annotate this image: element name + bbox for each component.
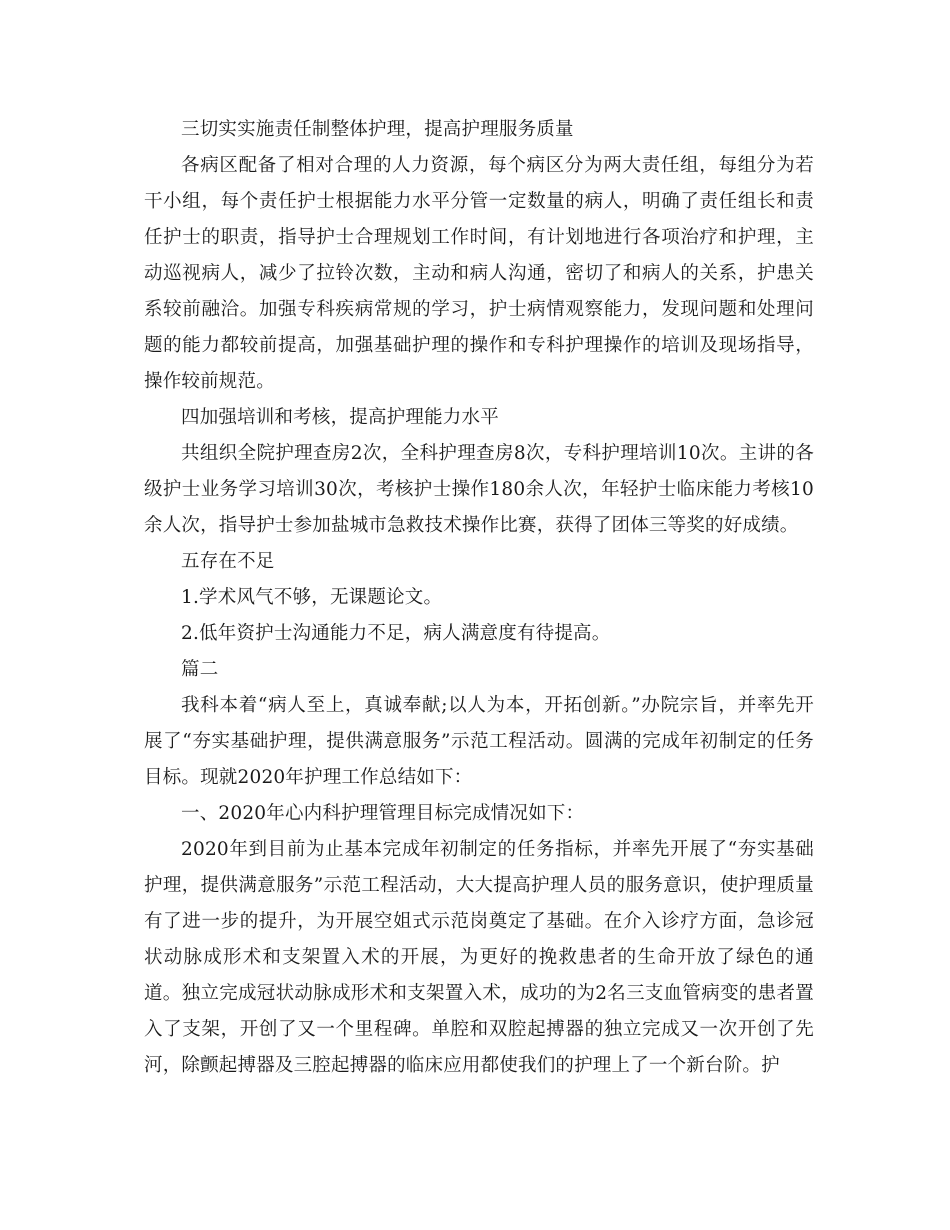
body-paragraph: 各病区配备了相对合理的人力资源，每个病区分为两大责任组，每组分为若干小组，每个责任护士根据能力水平分管一定数量的病人，明确了责任组长和责任护士的职责，指导护士合理规划工作时间，有计划地进行各项治疗和护理，主动巡视病人，减少了拉铃次数，主动和病人沟通，密切了和病人的关系，护患关系较前融洽。加强专科疾病常规的学习，护士病情观察能力，发现问题和处理问题的能力都较前提高，加强基础护理的操作和专科护理操作的培训及现场指导，操作较前规范。 (144, 155, 814, 392)
section-heading-5: 五存在不足 (181, 551, 275, 572)
body-paragraph: 我科本着“病人至上，真诚奉献;以人为本，开拓创新。”办院宗旨，并率先开展了“夯实基础护理，提供满意服务”示范工程活动。圆满的完成年初制定的任务目标。现就2020年护理工作总结如下： (144, 695, 814, 788)
list-item: 2.低年资护士沟通能力不足，病人满意度有待提高。 (181, 623, 611, 644)
section-heading-3: 三切实实施责任制整体护理，提高护理服务质量 (181, 119, 574, 140)
section-heading-4: 四加强培训和考核，提高护理能力水平 (181, 407, 499, 428)
part-heading: 篇二 (181, 659, 219, 680)
body-paragraph: 共组织全院护理查房2次，全科护理查房8次，专科护理培训10次。主讲的各级护士业务学习培训30次，考核护士操作180余人次，年轻护士临床能力考核10余人次，指导护士参加盐城市急救技术操作比赛，获得了团体三等奖的好成绩。 (144, 443, 814, 536)
section-heading-1: 一、2020年心内科护理管理目标完成情况如下： (181, 803, 585, 824)
list-item: 1.学术风气不够，无课题论文。 (181, 587, 443, 608)
document-body (144, 112, 814, 1084)
body-paragraph: 2020年到目前为止基本完成年初制定的任务指标，并率先开展了“夯实基础护理，提供满意服务”示范工程活动，大大提高护理人员的服务意识，使护理质量有了进一步的提升，为开展空姐式示范岗奠定了基础。在介入诊疗方面，急诊冠状动脉成形术和支架置入术的开展，为更好的挽救患者的生命开放了绿色的通道。独立完成冠状动脉成形术和支架置入术，成功的为2名三支血管病变的患者置入了支架，开创了又一个里程碑。单腔和双腔起搏器的独立完成又一次开创了先河，除颤起搏器及三腔起搏器的临床应用都使我们的护理上了一个新台阶。护 (144, 839, 814, 1076)
